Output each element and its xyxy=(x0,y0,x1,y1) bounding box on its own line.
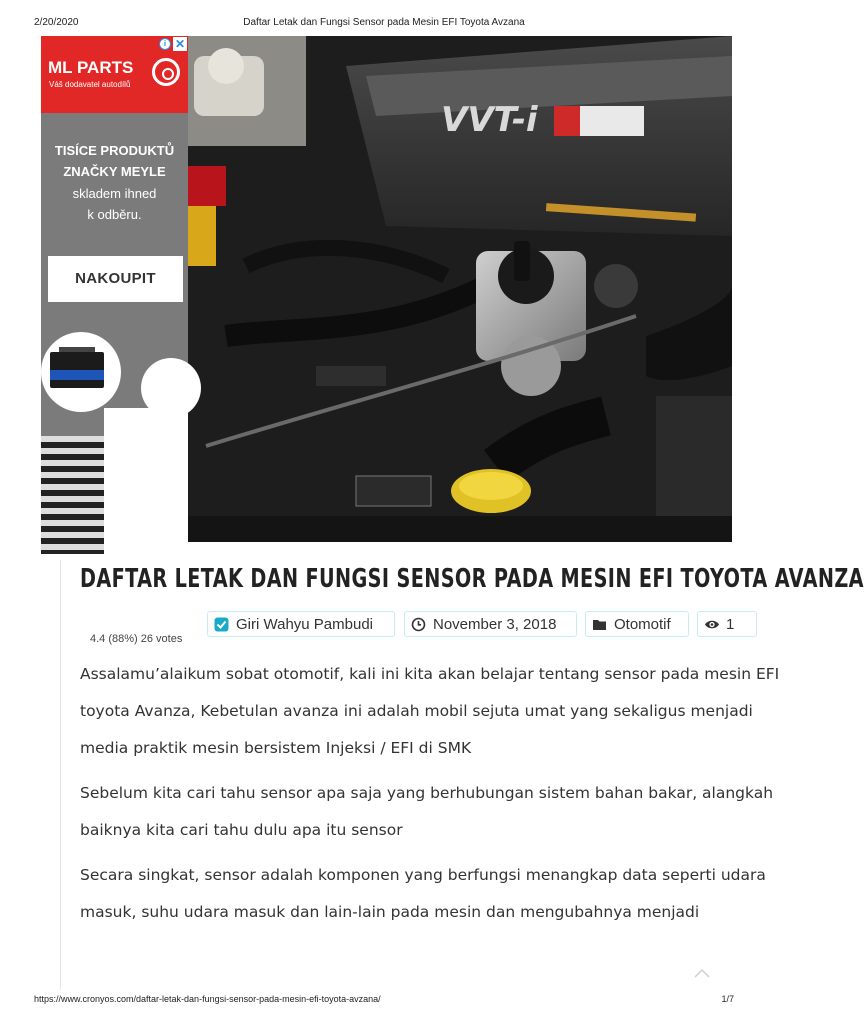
meta-author[interactable] xyxy=(207,611,395,637)
post-category[interactable]: Otomotif xyxy=(614,615,671,633)
ad-tagline: Váš dodavatel autodílů xyxy=(49,80,131,89)
print-url: https://www.cronyos.com/daftar-letak-dan-fungsi-sensor-pada-mesin-efi-toyota-avzana/ xyxy=(34,994,381,1004)
rating-votes: 4.4 (88%) 26 votes xyxy=(90,633,183,645)
article-paragraph: Assalamu’alaikum sobat otomotif, kali ini kita akan belajar tentang sensor pada mesin EFI toyota Avanza, Kebetulan avanza ini adalah mobil sejuta umat yang sekaligus menjadi media praktik mesin bersistem Injeksi / EFI di SMK xyxy=(80,665,780,757)
scroll-top-chevron-icon[interactable] xyxy=(693,966,711,980)
content-divider xyxy=(60,560,61,990)
ad-info-icon[interactable]: i xyxy=(159,38,171,50)
brake-disc-icon xyxy=(152,58,180,86)
meta-date xyxy=(404,611,577,637)
print-title: Daftar Letak dan Fungsi Sensor pada Mesin EFI Toyota Avzana xyxy=(243,17,525,28)
ad-headline: TISÍCE PRODUKTŮ ZNAČKY MEYLE xyxy=(54,143,175,179)
ad-blank-area xyxy=(104,408,188,554)
author-name[interactable]: Giri Wahyu Pambudi xyxy=(236,615,373,633)
ad-product-circle xyxy=(41,332,121,412)
ad-close-icon[interactable]: ✕ xyxy=(174,37,186,51)
post-title: DAFTAR LETAK DAN FUNGSI SENSOR PADA MESIN EFI TOYOTA AVANZA xyxy=(80,564,864,594)
view-count: 1 xyxy=(726,615,735,633)
clock-icon xyxy=(411,617,426,632)
car-grille-image xyxy=(41,436,104,554)
print-date: 2/20/2020 xyxy=(34,17,79,28)
check-badge-icon xyxy=(214,617,229,632)
battery-icon xyxy=(50,352,104,388)
post-meta xyxy=(207,611,735,639)
post-date: November 3, 2018 xyxy=(433,615,557,633)
meta-category[interactable] xyxy=(585,611,689,637)
meta-views xyxy=(697,611,757,637)
article-paragraph: Sebelum kita cari tahu sensor apa saja yang berhubungan sistem bahan bakar, alangkah baiknya kita cari tahu dulu apa itu sensor xyxy=(80,784,774,839)
ad-brand: ML PARTS xyxy=(48,58,134,77)
ad-banner[interactable] xyxy=(41,36,188,554)
engine-label: VVT-i xyxy=(441,100,538,140)
article-body xyxy=(80,656,780,931)
engine-photo xyxy=(186,36,732,542)
folder-icon xyxy=(592,617,607,632)
ad-subline: skladem ihned k odběru. xyxy=(72,186,157,222)
eye-icon xyxy=(704,617,719,632)
hero-image xyxy=(186,36,732,542)
article-paragraph: Secara singkat, sensor adalah komponen yang berfungsi menangkap data seperti udara masuk, suhu udara masuk dan lain-lain pada mesin dan mengubahnya menjadi xyxy=(80,866,766,921)
ad-shop-button[interactable]: NAKOUPIT xyxy=(48,256,183,302)
print-page-number: 1/7 xyxy=(721,994,734,1004)
